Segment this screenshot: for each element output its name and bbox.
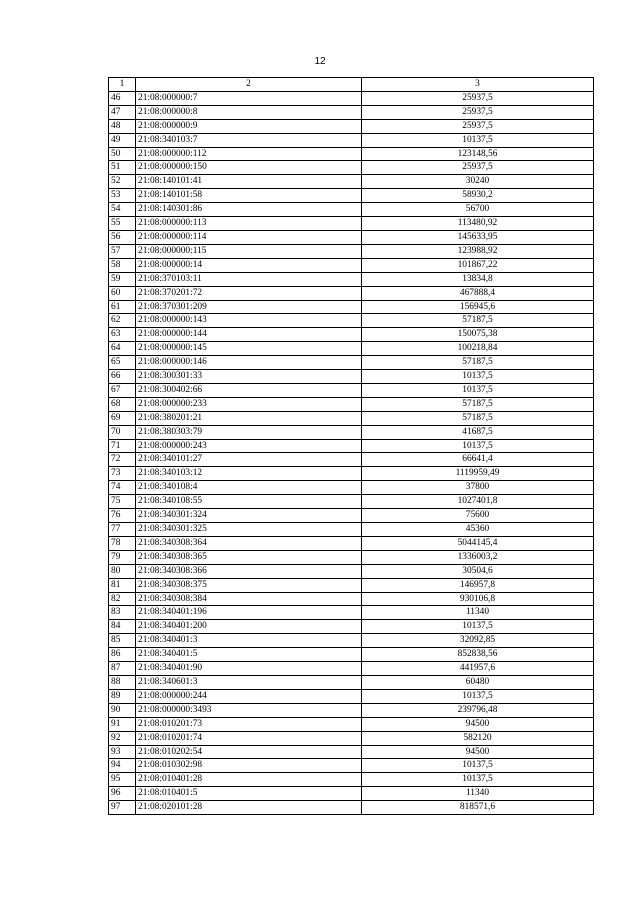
value-cell: 10137,5 — [362, 773, 594, 787]
row-number-cell: 51 — [109, 161, 136, 175]
cadastral-number-cell: 21:08:000000:9 — [136, 119, 362, 133]
table-row — [109, 495, 594, 509]
table-header-row — [109, 78, 594, 92]
table-row — [109, 314, 594, 328]
cadastral-number-cell: 21:08:340401:5 — [136, 648, 362, 662]
cadastral-number-cell: 21:08:340301:324 — [136, 509, 362, 523]
table-row — [109, 342, 594, 356]
row-number-cell: 61 — [109, 300, 136, 314]
table-row — [109, 773, 594, 787]
table-row — [109, 383, 594, 397]
value-cell: 13834,8 — [362, 272, 594, 286]
value-cell: 239796,48 — [362, 703, 594, 717]
cadastral-number-cell: 21:08:380201:21 — [136, 411, 362, 425]
table-row — [109, 272, 594, 286]
value-cell: 818571,6 — [362, 801, 594, 815]
table-row — [109, 648, 594, 662]
value-cell: 60480 — [362, 675, 594, 689]
value-cell: 113480,92 — [362, 217, 594, 231]
cadastral-number-cell: 21:08:340101:27 — [136, 453, 362, 467]
value-cell: 10137,5 — [362, 689, 594, 703]
value-cell: 56700 — [362, 203, 594, 217]
table-row — [109, 300, 594, 314]
table-row — [109, 620, 594, 634]
table-row — [109, 745, 594, 759]
row-number-cell: 50 — [109, 147, 136, 161]
cadastral-number-cell: 21:08:010302:98 — [136, 759, 362, 773]
row-number-cell: 58 — [109, 258, 136, 272]
cadastral-number-cell: 21:08:370201:72 — [136, 286, 362, 300]
row-number-cell: 72 — [109, 453, 136, 467]
table-row — [109, 564, 594, 578]
row-number-cell: 84 — [109, 620, 136, 634]
cadastral-number-cell: 21:08:340601:3 — [136, 675, 362, 689]
table-row — [109, 105, 594, 119]
row-number-cell: 75 — [109, 495, 136, 509]
table-row — [109, 397, 594, 411]
cadastral-number-cell: 21:08:140301:86 — [136, 203, 362, 217]
row-number-cell: 47 — [109, 105, 136, 119]
value-cell: 930106,8 — [362, 592, 594, 606]
table-row — [109, 439, 594, 453]
table-row — [109, 731, 594, 745]
table-row — [109, 467, 594, 481]
value-cell: 582120 — [362, 731, 594, 745]
cadastral-number-cell: 21:08:300402:66 — [136, 383, 362, 397]
table-row — [109, 161, 594, 175]
cadastral-number-cell: 21:08:340103:12 — [136, 467, 362, 481]
value-cell: 25937,5 — [362, 105, 594, 119]
row-number-cell: 62 — [109, 314, 136, 328]
value-cell: 10137,5 — [362, 370, 594, 384]
cadastral-number-cell: 21:08:000000:233 — [136, 397, 362, 411]
row-number-cell: 79 — [109, 550, 136, 564]
row-number-cell: 77 — [109, 523, 136, 537]
cadastral-number-cell: 21:08:010401:28 — [136, 773, 362, 787]
cadastral-number-cell: 21:08:000000:146 — [136, 356, 362, 370]
value-cell: 41687,5 — [362, 425, 594, 439]
row-number-cell: 97 — [109, 801, 136, 815]
cadastral-number-cell: 21:08:000000:115 — [136, 244, 362, 258]
table-row — [109, 133, 594, 147]
row-number-cell: 48 — [109, 119, 136, 133]
table-row — [109, 509, 594, 523]
cadastral-number-cell: 21:08:000000:145 — [136, 342, 362, 356]
row-number-cell: 73 — [109, 467, 136, 481]
table-row — [109, 536, 594, 550]
cadastral-number-cell: 21:08:340308:364 — [136, 536, 362, 550]
row-number-cell: 85 — [109, 634, 136, 648]
table-row — [109, 689, 594, 703]
value-cell: 146957,8 — [362, 578, 594, 592]
table-body — [109, 91, 594, 814]
value-cell: 852838,56 — [362, 648, 594, 662]
cadastral-number-cell: 21:08:020101:28 — [136, 801, 362, 815]
cadastral-number-cell: 21:08:000000:150 — [136, 161, 362, 175]
table-row — [109, 119, 594, 133]
value-cell: 11340 — [362, 606, 594, 620]
row-number-cell: 91 — [109, 717, 136, 731]
table-row — [109, 759, 594, 773]
table-row — [109, 717, 594, 731]
row-number-cell: 95 — [109, 773, 136, 787]
table-row — [109, 481, 594, 495]
row-number-cell: 78 — [109, 536, 136, 550]
value-cell: 58930,2 — [362, 189, 594, 203]
cadastral-number-cell: 21:08:340308:375 — [136, 578, 362, 592]
row-number-cell: 52 — [109, 175, 136, 189]
table-row — [109, 801, 594, 815]
column-header-3: 3 — [362, 78, 594, 92]
value-cell: 25937,5 — [362, 119, 594, 133]
table-row — [109, 91, 594, 105]
value-cell: 30504,6 — [362, 564, 594, 578]
table-row — [109, 703, 594, 717]
row-number-cell: 56 — [109, 230, 136, 244]
cadastral-number-cell: 21:08:340308:365 — [136, 550, 362, 564]
table-row — [109, 217, 594, 231]
value-cell: 10137,5 — [362, 620, 594, 634]
table-row — [109, 230, 594, 244]
value-cell: 150075,38 — [362, 328, 594, 342]
cadastral-number-cell: 21:08:340103:7 — [136, 133, 362, 147]
row-number-cell: 54 — [109, 203, 136, 217]
table-row — [109, 189, 594, 203]
value-cell: 1336003,2 — [362, 550, 594, 564]
cadastral-number-cell: 21:08:010201:74 — [136, 731, 362, 745]
row-number-cell: 83 — [109, 606, 136, 620]
table-row — [109, 175, 594, 189]
row-number-cell: 63 — [109, 328, 136, 342]
value-cell: 10137,5 — [362, 133, 594, 147]
value-cell: 10137,5 — [362, 439, 594, 453]
cadastral-number-cell: 21:08:340308:366 — [136, 564, 362, 578]
cadastral-number-cell: 21:08:000000:14 — [136, 258, 362, 272]
row-number-cell: 55 — [109, 217, 136, 231]
value-cell: 57187,5 — [362, 356, 594, 370]
value-cell: 123148,56 — [362, 147, 594, 161]
table-row — [109, 411, 594, 425]
value-cell: 156945,6 — [362, 300, 594, 314]
row-number-cell: 66 — [109, 370, 136, 384]
column-header-2: 2 — [136, 78, 362, 92]
row-number-cell: 81 — [109, 578, 136, 592]
table-row — [109, 550, 594, 564]
value-cell: 32092,85 — [362, 634, 594, 648]
cadastral-value-table — [108, 77, 594, 815]
row-number-cell: 68 — [109, 397, 136, 411]
row-number-cell: 67 — [109, 383, 136, 397]
cadastral-number-cell: 21:08:000000:143 — [136, 314, 362, 328]
value-cell: 75600 — [362, 509, 594, 523]
cadastral-number-cell: 21:08:300301:33 — [136, 370, 362, 384]
cadastral-number-cell: 21:08:340401:196 — [136, 606, 362, 620]
cadastral-number-cell: 21:08:370301:209 — [136, 300, 362, 314]
cadastral-number-cell: 21:08:140101:41 — [136, 175, 362, 189]
row-number-cell: 92 — [109, 731, 136, 745]
cadastral-number-cell: 21:08:010401:5 — [136, 787, 362, 801]
value-cell: 25937,5 — [362, 161, 594, 175]
cadastral-number-cell: 21:08:000000:8 — [136, 105, 362, 119]
value-cell: 57187,5 — [362, 397, 594, 411]
cadastral-number-cell: 21:08:000000:3493 — [136, 703, 362, 717]
cadastral-number-cell: 21:08:340308:384 — [136, 592, 362, 606]
row-number-cell: 46 — [109, 91, 136, 105]
table-row — [109, 606, 594, 620]
cadastral-number-cell: 21:08:000000:243 — [136, 439, 362, 453]
cadastral-number-cell: 21:08:010201:73 — [136, 717, 362, 731]
row-number-cell: 89 — [109, 689, 136, 703]
cadastral-number-cell: 21:08:000000:7 — [136, 91, 362, 105]
value-cell: 123988,92 — [362, 244, 594, 258]
row-number-cell: 53 — [109, 189, 136, 203]
row-number-cell: 65 — [109, 356, 136, 370]
row-number-cell: 70 — [109, 425, 136, 439]
row-number-cell: 96 — [109, 787, 136, 801]
cadastral-number-cell: 21:08:340401:3 — [136, 634, 362, 648]
row-number-cell: 60 — [109, 286, 136, 300]
value-cell: 94500 — [362, 745, 594, 759]
table-row — [109, 147, 594, 161]
row-number-cell: 64 — [109, 342, 136, 356]
value-cell: 45360 — [362, 523, 594, 537]
row-number-cell: 80 — [109, 564, 136, 578]
page-number: 12 — [314, 56, 326, 67]
value-cell: 441957,6 — [362, 662, 594, 676]
value-cell: 57187,5 — [362, 314, 594, 328]
cadastral-number-cell: 21:08:000000:114 — [136, 230, 362, 244]
table-row — [109, 356, 594, 370]
table-row — [109, 453, 594, 467]
row-number-cell: 76 — [109, 509, 136, 523]
value-cell: 57187,5 — [362, 411, 594, 425]
value-cell: 66641,4 — [362, 453, 594, 467]
value-cell: 94500 — [362, 717, 594, 731]
value-cell: 10137,5 — [362, 759, 594, 773]
value-cell: 1027401,8 — [362, 495, 594, 509]
table-row — [109, 662, 594, 676]
cadastral-number-cell: 21:08:140101:58 — [136, 189, 362, 203]
row-number-cell: 69 — [109, 411, 136, 425]
table-row — [109, 425, 594, 439]
value-cell: 145633,95 — [362, 230, 594, 244]
row-number-cell: 94 — [109, 759, 136, 773]
cadastral-number-cell: 21:08:000000:112 — [136, 147, 362, 161]
row-number-cell: 88 — [109, 675, 136, 689]
cadastral-number-cell: 21:08:370103:11 — [136, 272, 362, 286]
row-number-cell: 82 — [109, 592, 136, 606]
row-number-cell: 57 — [109, 244, 136, 258]
table-row — [109, 787, 594, 801]
table-row — [109, 286, 594, 300]
value-cell: 5044145,4 — [362, 536, 594, 550]
cadastral-number-cell: 21:08:340401:90 — [136, 662, 362, 676]
table-row — [109, 370, 594, 384]
table-row — [109, 258, 594, 272]
table-row — [109, 578, 594, 592]
cadastral-number-cell: 21:08:340301:325 — [136, 523, 362, 537]
table-row — [109, 203, 594, 217]
table-row — [109, 675, 594, 689]
row-number-cell: 86 — [109, 648, 136, 662]
row-number-cell: 74 — [109, 481, 136, 495]
cadastral-number-cell: 21:08:000000:144 — [136, 328, 362, 342]
cadastral-number-cell: 21:08:000000:244 — [136, 689, 362, 703]
row-number-cell: 90 — [109, 703, 136, 717]
value-cell: 11340 — [362, 787, 594, 801]
cadastral-number-cell: 21:08:340401:200 — [136, 620, 362, 634]
value-cell: 30240 — [362, 175, 594, 189]
cadastral-number-cell: 21:08:380303:79 — [136, 425, 362, 439]
table-row — [109, 523, 594, 537]
row-number-cell: 87 — [109, 662, 136, 676]
value-cell: 100218,84 — [362, 342, 594, 356]
column-header-1: 1 — [109, 78, 136, 92]
value-cell: 25937,5 — [362, 91, 594, 105]
row-number-cell: 93 — [109, 745, 136, 759]
value-cell: 101867,22 — [362, 258, 594, 272]
cadastral-number-cell: 21:08:010202:54 — [136, 745, 362, 759]
value-cell: 467888,4 — [362, 286, 594, 300]
table-row — [109, 634, 594, 648]
cadastral-number-cell: 21:08:340108:4 — [136, 481, 362, 495]
row-number-cell: 49 — [109, 133, 136, 147]
value-cell: 10137,5 — [362, 383, 594, 397]
table-row — [109, 328, 594, 342]
cadastral-number-cell: 21:08:340108:55 — [136, 495, 362, 509]
table-row — [109, 244, 594, 258]
value-cell: 1119959,49 — [362, 467, 594, 481]
row-number-cell: 59 — [109, 272, 136, 286]
cadastral-number-cell: 21:08:000000:113 — [136, 217, 362, 231]
row-number-cell: 71 — [109, 439, 136, 453]
table-row — [109, 592, 594, 606]
value-cell: 37800 — [362, 481, 594, 495]
